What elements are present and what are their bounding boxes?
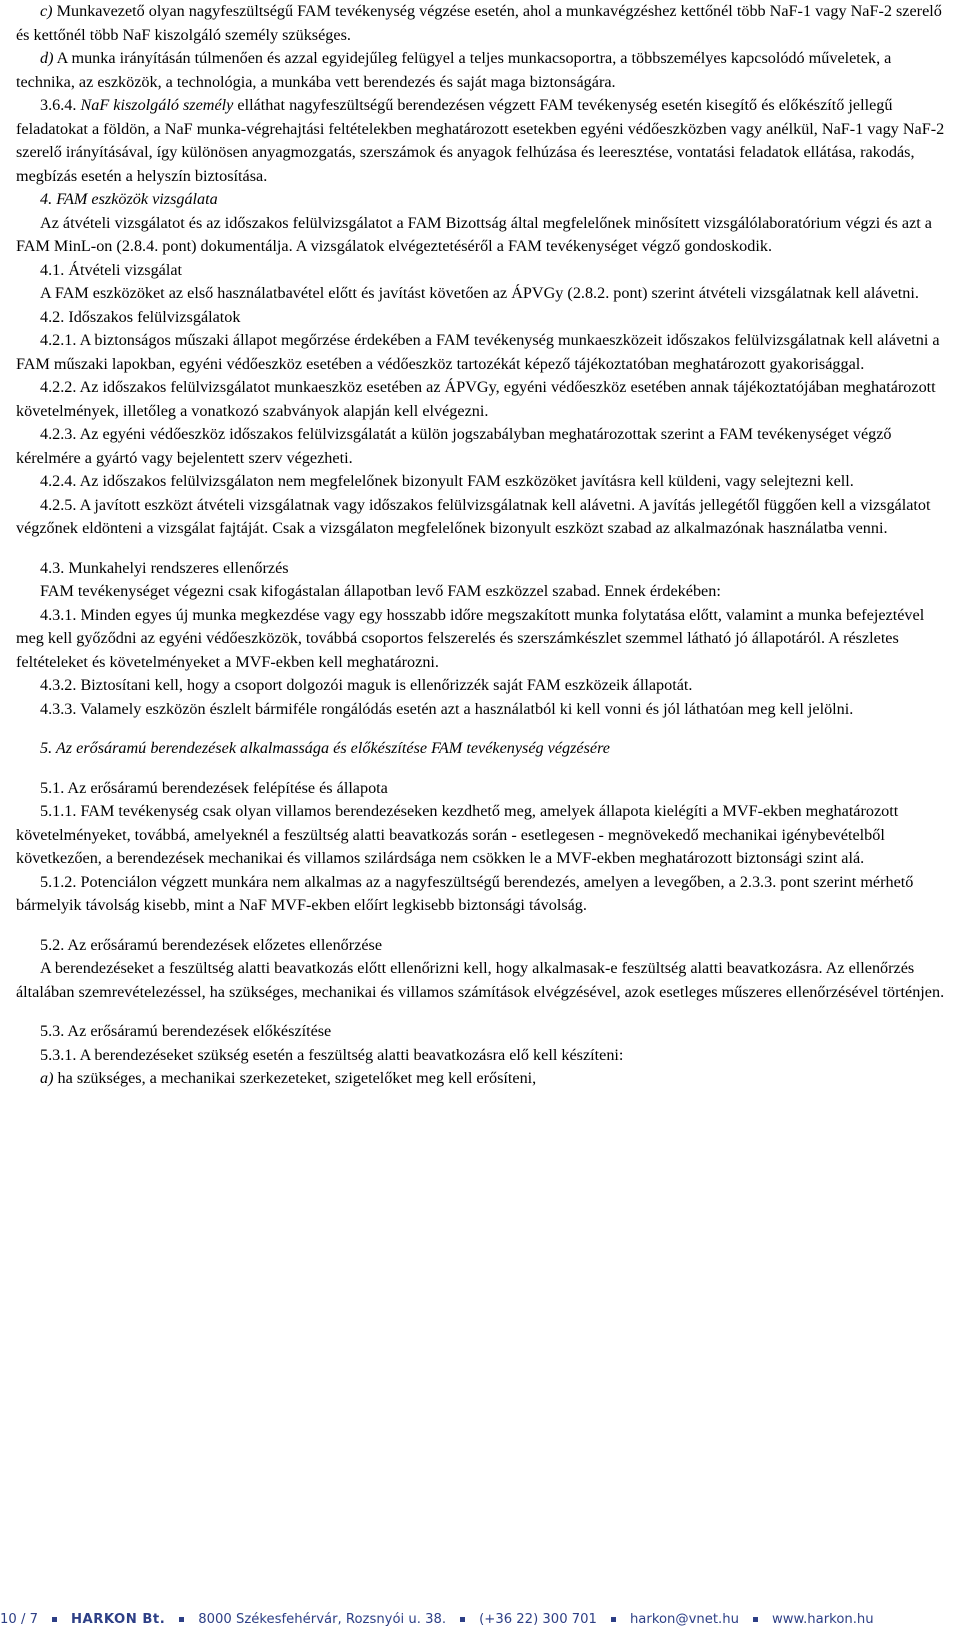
separator-square xyxy=(52,1617,57,1622)
spacer xyxy=(16,918,946,934)
subsection-heading-5-3: 5.3. Az erősáramú berendezések előkészítése xyxy=(40,1022,332,1040)
company-website: www.harkon.hu xyxy=(771,1611,874,1627)
document-body xyxy=(16,0,946,1091)
section-number: 3.6.4. xyxy=(40,96,81,114)
separator-square xyxy=(460,1617,465,1622)
paragraph-4-2-5: 4.2.5. A javított eszközt átvételi vizsgálatnak vagy időszakos felülvizsgálatnak kell alávetni. A javítás jellegétől függően kell a vizsgálatot végzőnek eldönteni a vizsgálat fajtáját. Csak a vizsgálaton megfelelőnek bizonyult eszközt szabad az alkalmazónak használatba venni. xyxy=(16,495,931,537)
subsection-heading-4-1: 4.1. Átvételi vizsgálat xyxy=(40,260,183,279)
paragraph-text: ha szükséges, a mechanikai szerkezeteket, szigetelőket meg kell erősíteni, xyxy=(53,1069,537,1087)
subsection-heading-4-3: 4.3. Munkahelyi rendszeres ellenőrzés xyxy=(40,558,289,577)
page-footer xyxy=(0,1606,960,1632)
section-heading-5: 5. Az erősáramú berendezések alkalmassága és előkészítése FAM tevékenység végzésére xyxy=(40,739,610,757)
paragraph-5-3-1: 5.3.1. A berendezéseket szükség esetén a feszültség alatti beavatkozásra elő kell készíteni: xyxy=(40,1045,624,1064)
paragraph-c xyxy=(16,0,946,47)
paragraph-4-2-3: 4.2.3. Az egyéni védőeszköz időszakos felülvizsgálatát a külön jogszabályban meghatározottak szerint a FAM tevékenységet végző kérelmére a gyártó vagy bejelentett szerv végezheti. xyxy=(16,425,892,467)
paragraph-text: elláthat nagyfeszültségű berendezésen végzett FAM tevékenység esetén kisegítő és előkészítő jellegű feladatokat a földön, a NaF munka-végrehajtási feltételekben meghatározott esetekben egyéni védőeszközben vagy anélkül, NaF-1 vagy NaF-2 szerelő irányításával, így különösen anyagmozgatás, szerszámok és anyagok felhúzása és leeresztése, vontatási feladatok ellátása, rakodás, megbízás esetén a helyszín biztosítása. xyxy=(16,96,945,185)
list-marker: c) xyxy=(40,2,53,20)
spacer xyxy=(16,761,946,777)
spacer xyxy=(16,541,946,557)
paragraph-4-3-2: 4.3.2. Biztosítani kell, hogy a csoport dolgozói maguk is ellenőrizzék saját FAM eszközeik állapotát. xyxy=(40,676,693,694)
paragraph-4-2-2: 4.2.2. Az időszakos felülvizsgálatot munkaeszköz esetében az ÁPVGy, egyéni védőeszköz esetében annak tájékoztatójában meghatározott követelmények, illetőleg a vonatkozó szabványok alapján kell elvégezni. xyxy=(16,378,936,420)
page-number: 10 / 7 xyxy=(0,1611,38,1627)
paragraph: FAM tevékenységet végezni csak kifogástalan állapotban levő FAM eszközzel szabad. Ennek érdekében: xyxy=(40,582,721,600)
subsection-heading-4-2: 4.2. Időszakos felülvizsgálatok xyxy=(40,307,241,326)
separator-square xyxy=(179,1617,184,1622)
separator-square xyxy=(753,1617,758,1622)
paragraph-5-1-1: 5.1.1. FAM tevékenység csak olyan villamos berendezéseken kezdhető meg, amelyek állapota kielégíti a MVF-ekben meghatározott követelményeket, továbbá, amelyeknél a feszültség alatti beavatkozás során - esetlegesen - megnövekedő mechanikai igénybevételből következően, a berendezések mechanikai és villamos szilárdsága nem csökken le a MVF-ekben meghatározott biztonsági szint alá. xyxy=(16,802,899,867)
section-heading-4: 4. FAM eszközök vizsgálata xyxy=(40,190,218,208)
list-item-a xyxy=(16,1067,946,1091)
list-marker: a) xyxy=(40,1069,54,1087)
paragraph-d xyxy=(16,47,946,94)
defined-term: NaF kiszolgáló személy xyxy=(80,96,234,114)
paragraph: Az átvételi vizsgálatot és az időszakos felülvizsgálatot a FAM Bizottság által megfelelőnek minősített vizsgálólaboratórium végzi és azt a FAM MinL-on (2.8.4. pont) dokumentálja. A vizsgálatok elvégeztetéséről a FAM tevékenységet végző gondoskodik. xyxy=(16,213,932,255)
paragraph-3-6-4 xyxy=(16,94,946,188)
paragraph-5-1-2: 5.1.2. Potenciálon végzett munkára nem alkalmas az a nagyfeszültségű berendezés, amelyen a levegőben, a 2.3.3. pont szerint mérhető bármelyik távolság kisebb, mint a NaF MVF-ekben előírt legkisebb biztonsági távolság. xyxy=(16,872,914,914)
separator-square xyxy=(611,1617,616,1622)
paragraph-4-3-1: 4.3.1. Minden egyes új munka megkezdése vagy egy hosszabb időre megszakított munka folytatása előtt, valamint a munka befejeztével meg kell győződni az egyéni védőeszközök, továbbá csoportos felszerelés és szerszámkészlet szemmel látható jó állapotáról. A részletes feltételeket és követelményeket a MVF-ekben kell meghatározni. xyxy=(16,605,925,671)
spacer xyxy=(16,721,946,737)
paragraph-text: Munkavezető olyan nagyfeszültségű FAM tevékenység végzése esetén, ahol a munkavégzéshez kettőnél több NaF-1 vagy NaF-2 szerelő és kettőnél több NaF kiszolgáló személy szükséges. xyxy=(16,2,942,44)
paragraph-4-2-4: 4.2.4. Az időszakos felülvizsgálaton nem megfelelőnek bizonyult FAM eszközöket javításra kell küldeni, vagy selejtezni kell. xyxy=(40,472,854,490)
paragraph-4-3-3: 4.3.3. Valamely eszközön észlelt bármiféle rongálódás esetén azt a használatból ki kell vonni és jól láthatóan meg kell jelölni. xyxy=(40,699,854,718)
company-address: 8000 Székesfehérvár, Rozsnyói u. 38. xyxy=(198,1611,447,1627)
list-marker: d) xyxy=(40,49,54,67)
paragraph-4-2-1: 4.2.1. A biztonságos műszaki állapot megőrzése érdekében a FAM tevékenység munkaeszközeit időszakos felülvizsgálatnak kell alávetni a FAM műszaki lapokban, egyéni védőeszköz esetében a védőeszköz tartozékát képező tájékoztatóban meghatározott gyakorisággal. xyxy=(16,331,940,373)
spacer xyxy=(16,1004,946,1020)
company-name: HARKON Bt. xyxy=(71,1611,166,1627)
company-phone: (+36 22) 300 701 xyxy=(479,1611,597,1627)
company-email: harkon@vnet.hu xyxy=(629,1611,739,1627)
paragraph: A FAM eszközöket az első használatbavétel előtt és javítást követően az ÁPVGy (2.8.2. pont) szerint átvételi vizsgálatnak kell alávetni. xyxy=(40,284,919,302)
paragraph-text: A munka irányításán túlmenően és azzal egyidejűleg felügyel a teljes munkacsoportra, a többszemélyes kapcsolódó műveletek, a technika, az eszközök, a technológia, a munkába vett berendezés és saját maga biztonságára. xyxy=(16,49,892,91)
subsection-heading-5-1: 5.1. Az erősáramú berendezések felépítése és állapota xyxy=(40,778,388,797)
subsection-heading-5-2: 5.2. Az erősáramú berendezések előzetes ellenőrzése xyxy=(40,935,383,954)
paragraph: A berendezéseket a feszültség alatti beavatkozás előtt ellenőrizni kell, hogy alkalmasak-e feszültség alatti beavatkozásra. Az ellenőrzés általában szemrevételezéssel, ha szükséges, mechanikai és villamos számítások elvégzésével, azok esetleges műszeres ellenőrzésével történjen. xyxy=(16,959,945,1001)
